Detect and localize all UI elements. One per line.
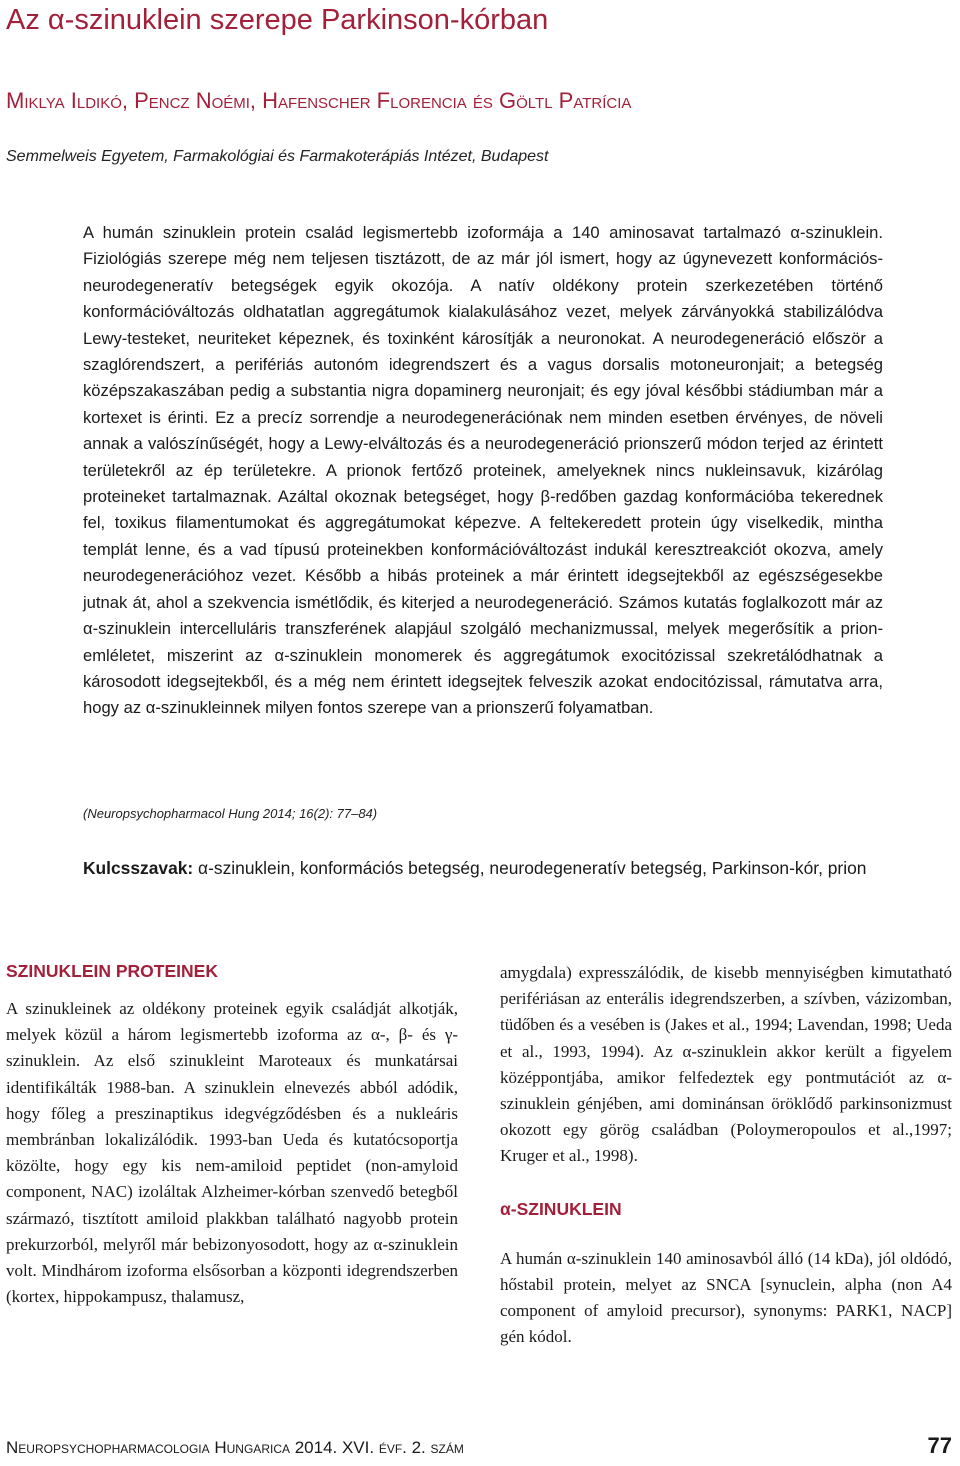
- author-list: Miklya Ildikó, Pencz Noémi, Hafenscher Florencia és Göltl Patrícia: [6, 88, 632, 113]
- citation: (Neuropsychopharmacol Hung 2014; 16(2): 77–84): [83, 806, 378, 821]
- article-title: Az α-szinuklein szerepe Parkinson-kórban: [6, 4, 549, 36]
- keywords-text: α-szinuklein, konformációs betegség, neurodegeneratív betegség, Parkinson-kór, prion: [198, 858, 867, 878]
- right-column-text-2: A humán α-szinuklein 140 aminosavból álló (14 kDa), jól oldódó, hőstabil protein, melyet az SNCA [synuclein, alpha (non A4 component of amyloid precursor), synonyms: PARK1, NACP] gén kódol.: [500, 1248, 952, 1347]
- section-heading-szinuklein-proteinek: SZINUKLEIN PROTEINEK: [6, 961, 218, 981]
- affiliation: Semmelweis Egyetem, Farmakológiai és Farmakoterápiás Intézet, Budapest: [6, 148, 549, 165]
- section-heading-alfa-szinuklein: α-SZINUKLEIN: [500, 1198, 622, 1219]
- abstract-text: A humán szinuklein protein család legismertebb izoformája a 140 aminosavat tartalmazó α-szinuklein. Fiziológiás szerepe még nem teljesen tisztázott, de az már jól ismert, hogy az úgynevezett konformációs-neurodegeneratív betegségek egyik okozója. A natív oldékony protein szerkezetében történő konformációváltozás oldhatatlan aggregátumok kialakulásához vezet, melyek zárványokká stabilizálódva Lewy-testeket, neuriteket képeznek, és toxinként károsítják a neuronokat. A neurodegeneráció először a szaglórendszert, a perifériás autonóm idegrendszert és a vagus dorsalis motoneuronjait; a betegség középszakaszában pedig a substantia nigra dopaminerg neuronjait; és egy jóval későbbi stádiumban már a kortexet is érinti. Ez a precíz sorrendje a neurodegenerációnak nem minden esetben érvényes, de növeli annak a valószínűségét, hogy a Lewy-elváltozás és a neurodegeneráció prionszerű módon terjed az érintett területekről az ép területekre. A prionok fertőző proteinek, amelyeknek nincs nukleinsavuk, kizárólag proteineket tartalmaznak. Azáltal okoznak betegséget, hogy β-redőben gazdag konformációba tekerednek fel, toxikus filamentumokat és aggregátumokat képezve. A feltekeredett protein úgy viselkedik, mintha templát lenne, és a vad típusú proteinekben konformációváltozást indukál keresztreakciót okozva, amely neurodegenerációhoz vezet. Később a hibás proteinek a már érintett idegsejtekből az egészségesekbe jutnak át, ahol a szekvencia ismétlődik, és kiterjed a neurodegeneráció. Számos kutatás foglalkozott már az α-szinuklein intercelluláris transzferének alapjául szolgáló mechanizmussal, melyek megerősítik a prion-emléletet, miszerint az α-szinuklein monomerek és aggregátumok exocitózissal szekretálódhatnak a károsodott idegsejtekből, és a még nem érintett idegsejtek felveszik azokat endocitózissal, rámutatva arra, hogy az α-szinukleinnek milyen fontos szerepe van a prionszerű folyamatban.: [83, 223, 883, 718]
- right-column: [500, 960, 952, 1350]
- abstract: [83, 220, 883, 722]
- keywords: [83, 855, 883, 882]
- keywords-label: Kulcsszavak:: [83, 858, 194, 878]
- page-number: 77: [927, 1433, 952, 1458]
- left-column: [6, 958, 458, 1310]
- footer-journal: Neuropsychopharmacologia Hungarica 2014. XVI. évf. 2. szám: [6, 1438, 464, 1457]
- left-column-text: A szinukleinek az oldékony proteinek egyik családját alkotják, melyek közül a három legismertebb izoforma az α-, β- és γ-szinuklein. Az első szinukleint Maroteaux és munkatársai identifikálták 1988-ban. A szinuklein elnevezés abból adódik, hogy főleg a preszinaptikus idegvégződésben és a nukleáris membránban lokalizálódik. 1993-ban Ueda és kutatócsoportja közölte, hogy egy kis nem-amiloid peptidet (non-amyloid component, NAC) izoláltak Alzheimer-kórban szenvedő betegből származó, tisztított amiloid plakkban található nagyobb protein prekurzorból, melyről már bebizonyosodott, hogy az α-szinuklein volt. Mindhárom izoforma elsősorban a központi idegrendszerben (kortex, hippokampusz, thalamusz,: [6, 999, 458, 1307]
- right-column-text-1: amygdala) expresszálódik, de kisebb mennyiségben kimutatható perifériásan az enterális idegrendszerben, a szívben, vázizomban, tüdőben és a vesében is (Jakes et al., 1994; Lavendan, 1998; Ueda et al., 1993, 1994). Az α-szinuklein akkor került a figyelem középpontjába, amikor felfedeztek egy pontmutációt az α-szinuklein génjében, ami dominánsan öröklődő parkinsonizmust okozott egy görög családban (Poloymeropoulos et al.,1997; Kruger et al., 1998).: [500, 963, 952, 1166]
